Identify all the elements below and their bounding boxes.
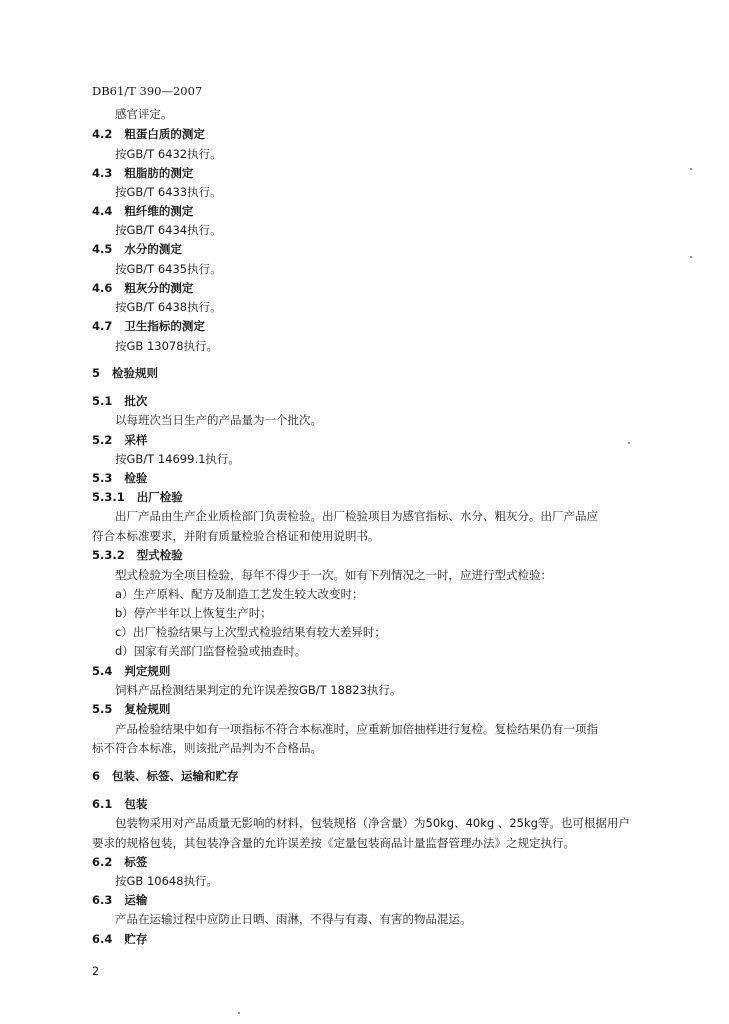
document-id-header: DB61/T 390—2007 (92, 84, 203, 98)
section-number: 5.3 (92, 471, 113, 485)
section-title: 出厂检验 (136, 490, 183, 504)
section-4-7-body: 按GB 13078执行。 (115, 339, 219, 353)
section-title: 粗灰分的测定 (124, 281, 194, 295)
section-5-3-1-line-2: 符合本标准要求，并附有质量检验合格证和使用说明书。 (92, 529, 380, 543)
section-number: 5.3.1 (92, 490, 125, 504)
section-number: 4.5 (92, 242, 113, 256)
section-number: 5.2 (92, 433, 113, 447)
section-4-5-heading (92, 244, 182, 256)
section-6-1-line-2: 要求的规格包装，其包装净含量的允许误差按《定量包装商品计量监督管理办法》之规定执行。 (92, 836, 575, 850)
section-4-4-body: 按GB/T 6434执行。 (115, 223, 222, 237)
section-number: 4.4 (92, 204, 113, 218)
section-5-2-heading (92, 435, 147, 447)
section-number: 4.2 (92, 127, 113, 141)
list-item: b）停产半年以上恢复生产时； (115, 606, 272, 620)
section-6-4-heading (92, 934, 147, 946)
scan-speck (238, 1012, 240, 1014)
section-title: 标签 (124, 855, 148, 869)
section-number: 6.2 (92, 855, 113, 869)
section-number: 4.7 (92, 319, 113, 333)
section-number: 6.1 (92, 797, 113, 811)
section-5-1-body: 以每班次当日生产的产品量为一个批次。 (115, 413, 322, 427)
section-title: 型式检验 (136, 548, 183, 562)
section-6-1-heading (92, 799, 147, 811)
section-5-5-line-1: 产品检验结果中如有一项指标不符合本标准时，应重新加倍抽样进行复检。复检结果仍有一项指 (115, 722, 598, 736)
list-item: a）生产原料、配方及制造工艺发生较大改变时； (115, 587, 364, 601)
list-item: d）国家有关部门监督检验或抽查时。 (115, 644, 307, 658)
section-number: 6.4 (92, 932, 113, 946)
section-number: 5.4 (92, 664, 113, 678)
section-5-4-body: 饲料产品检测结果判定的允许误差按GB/T 18823执行。 (115, 683, 402, 697)
scan-speck (690, 168, 692, 170)
section-4-3-body: 按GB/T 6433执行。 (115, 185, 222, 199)
section-title: 粗蛋白质的测定 (124, 127, 205, 141)
section-4-5-body: 按GB/T 6435执行。 (115, 262, 222, 276)
section-number: 5.1 (92, 394, 113, 408)
section-6-heading (92, 771, 239, 783)
section-5-2-body: 按GB/T 14699.1执行。 (115, 452, 240, 466)
section-5-4-heading (92, 666, 170, 678)
list-item: c）出厂检验结果与上次型式检验结果有较大差异时； (115, 625, 386, 639)
section-5-heading (92, 368, 158, 380)
section-6-3-body: 产品在运输过程中应防止日晒、雨淋，不得与有毒、有害的物品混运。 (115, 912, 472, 926)
section-6-1-line-1: 包装物采用对产品质量无影响的材料，包装规格（净含量）为50kg、40kg 、25kg等。也可根据用户 (115, 816, 630, 830)
section-4-2-heading (92, 129, 205, 141)
section-title: 卫生指标的测定 (124, 319, 205, 333)
section-5-3-2-heading (92, 550, 183, 562)
section-5-5-line-2: 标不符合本标准，则该批产品判为不合格品。 (92, 741, 322, 755)
section-5-3-1-line-1: 出厂产品由生产企业质检部门负责检验。出厂检验项目为感官指标、水分、粗灰分。出厂产品应 (115, 509, 598, 523)
section-4-7-heading (92, 321, 205, 333)
section-number: 5.5 (92, 702, 113, 716)
section-title: 检验规则 (112, 366, 159, 380)
section-5-3-1-heading (92, 492, 183, 504)
section-number: 6.3 (92, 893, 113, 907)
intro-line: 感官评定。 (115, 107, 173, 121)
section-number: 5 (92, 366, 101, 380)
section-number: 6 (92, 769, 101, 783)
section-number: 4.3 (92, 166, 113, 180)
section-5-5-heading (92, 704, 170, 716)
section-6-2-heading (92, 857, 147, 869)
section-5-3-2-intro: 型式检验为全项目检验，每年不得少于一次。如有下列情况之一时，应进行型式检验： (115, 568, 552, 582)
section-4-6-body: 按GB/T 6438执行。 (115, 300, 222, 314)
section-title: 包装 (124, 797, 148, 811)
section-4-3-heading (92, 168, 193, 180)
section-title: 运输 (124, 893, 148, 907)
section-6-3-heading (92, 895, 147, 907)
scan-speck (628, 442, 630, 444)
section-title: 水分的测定 (124, 242, 182, 256)
section-4-6-heading (92, 283, 193, 295)
section-title: 包装、标签、运输和贮存 (112, 769, 239, 783)
section-6-2-body: 按GB 10648执行。 (115, 874, 219, 888)
section-5-1-heading (92, 396, 147, 408)
section-title: 复检规则 (124, 702, 171, 716)
section-title: 批次 (124, 394, 148, 408)
section-number: 4.6 (92, 281, 113, 295)
section-4-4-heading (92, 206, 193, 218)
section-title: 粗脂肪的测定 (124, 166, 194, 180)
section-number: 5.3.2 (92, 548, 125, 562)
section-title: 粗纤维的测定 (124, 204, 194, 218)
section-title: 贮存 (124, 932, 148, 946)
section-title: 检验 (124, 471, 148, 485)
section-title: 判定规则 (124, 664, 171, 678)
section-title: 采样 (124, 433, 148, 447)
section-4-2-body: 按GB/T 6432执行。 (115, 147, 222, 161)
scan-speck (690, 256, 692, 258)
section-5-3-heading (92, 473, 147, 485)
page-number: 2 (92, 964, 100, 978)
